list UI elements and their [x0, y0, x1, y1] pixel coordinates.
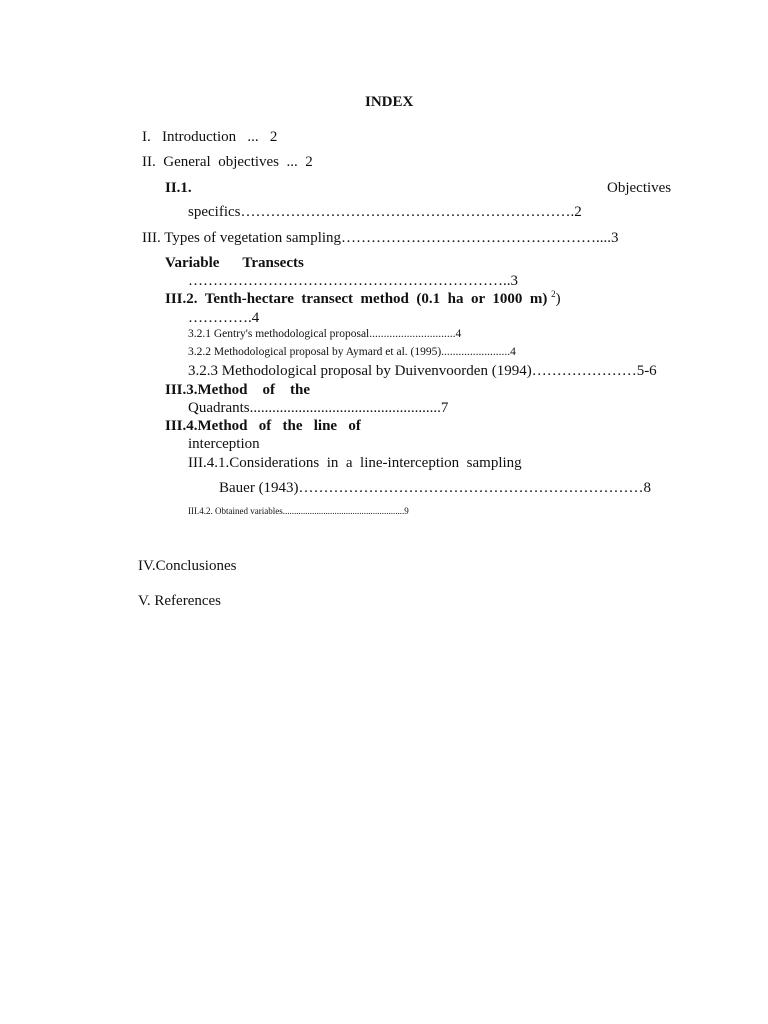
toc-entry-2-1-number: II.1. — [165, 180, 192, 196]
toc-entry-3-2-continuation: ………….4 — [188, 310, 260, 326]
toc-entry-3-2-1: 3.2.1 Gentry's methodological proposal..............................4 — [188, 328, 462, 340]
toc-entry-variable-transects-continuation: ………………………………………………………..3 — [188, 273, 518, 289]
toc-entry-3-2-superscript: 2 — [551, 289, 556, 299]
toc-entry-3-4-1: III.4.1.Considerations in a line-interception sampling — [188, 455, 522, 471]
toc-entry-3-3: III.3.Method of the — [165, 382, 310, 398]
toc-entry-types-of-sampling: III. Types of vegetation sampling……………………………………………....3 — [142, 230, 619, 246]
toc-entry-conclusions: IV.Conclusiones — [138, 558, 237, 574]
toc-entry-general-objectives: II. General objectives ... 2 — [142, 154, 313, 170]
toc-entry-3-3-continuation: Quadrants...................................................7 — [188, 400, 449, 416]
toc-entry-references: V. References — [138, 593, 222, 609]
page-title: INDEX — [365, 94, 414, 110]
toc-entry-3-4: III.4.Method of the line of — [165, 418, 361, 434]
toc-entry-3-2-2: 3.2.2 Methodological proposal by Aymard et al. (1995)........................4 — [188, 346, 516, 358]
toc-entry-3-2-text: III.2. Tenth-hectare transect method (0.1 ha or 1000 m) — [165, 291, 548, 307]
toc-entry-3-2-close: ) — [555, 291, 561, 307]
toc-entry-variable-transects: Variable Transects — [165, 255, 304, 271]
toc-entry-3-4-2: III.4.2. Obtained variables......................................................9 — [188, 506, 409, 516]
toc-entry-3-4-continuation: interception — [188, 436, 260, 452]
toc-entry-3-4-1-continuation: Bauer (1943)……………………………………………………………8 — [219, 480, 652, 496]
toc-entry-2-1-continuation: specifics………………………………………………………….2 — [188, 204, 582, 220]
toc-entry-3-2-3: 3.2.3 Methodological proposal by Duivenvoorden (1994)…………………5-6 — [188, 363, 657, 379]
toc-entry-3-2 — [165, 290, 561, 308]
toc-entry-2-1-heading: Objectives — [607, 180, 672, 196]
toc-entry-introduction: I. Introduction ... 2 — [142, 129, 278, 145]
